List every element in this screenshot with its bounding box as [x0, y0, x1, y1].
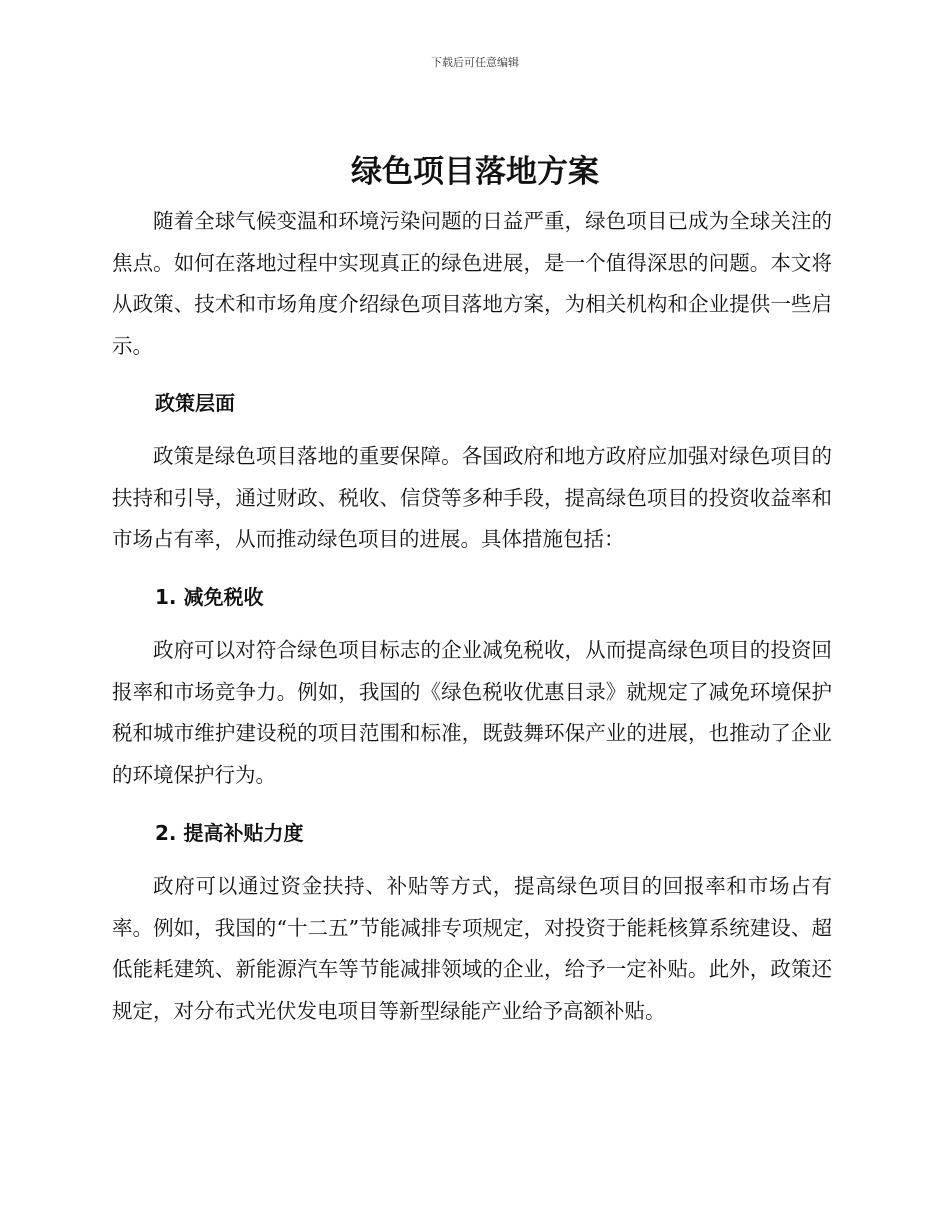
section-paragraph-policy: 政策是绿色项目落地的重要保障。各国政府和地方政府应加强对绿色项目的扶持和引导，通过财政、税收、信贷等多种手段，提高绿色项目的投资收益率和市场占有率，从而推动绿色项目的进展。具体措施包括：	[112, 444, 832, 551]
section-heading-tax-reduction: 1. 减免税收	[155, 585, 264, 609]
document-title: 绿色项目落地方案	[351, 154, 599, 190]
section-paragraph-subsidy: 政府可以通过资金扶持、补贴等方式，提高绿色项目的回报率和市场占有率。例如，我国的“十二五”节能减排专项规定，对投资于能耗核算系统建设、超低能耗建筑、新能源汽车等节能减排领域的企业，给予一定补贴。此外，政策还规定，对分布式光伏发电项目等新型绿能产业给予高额补贴。	[112, 874, 832, 1023]
header-note: 下载后可任意编辑	[431, 56, 519, 69]
section-paragraph-tax-reduction: 政府可以对符合绿色项目标志的企业减免税收，从而提高绿色项目的投资回报率和市场竞争力。例如，我国的《绿色税收优惠目录》就规定了减免环境保护税和城市维护建设税的项目范围和标准，既鼓舞环保产业的进展，也推动了企业的环境保护行为。	[112, 638, 832, 787]
section-heading-policy: 政策层面	[155, 391, 235, 415]
intro-paragraph: 随着全球气候变温和环境污染问题的日益严重，绿色项目已成为全球关注的焦点。如何在落地过程中实现真正的绿色进展，是一个值得深思的问题。本文将从政策、技术和市场角度介绍绿色项目落地方案，为相关机构和企业提供一些启示。	[112, 209, 832, 358]
section-heading-subsidy: 2. 提高补贴力度	[155, 821, 304, 845]
